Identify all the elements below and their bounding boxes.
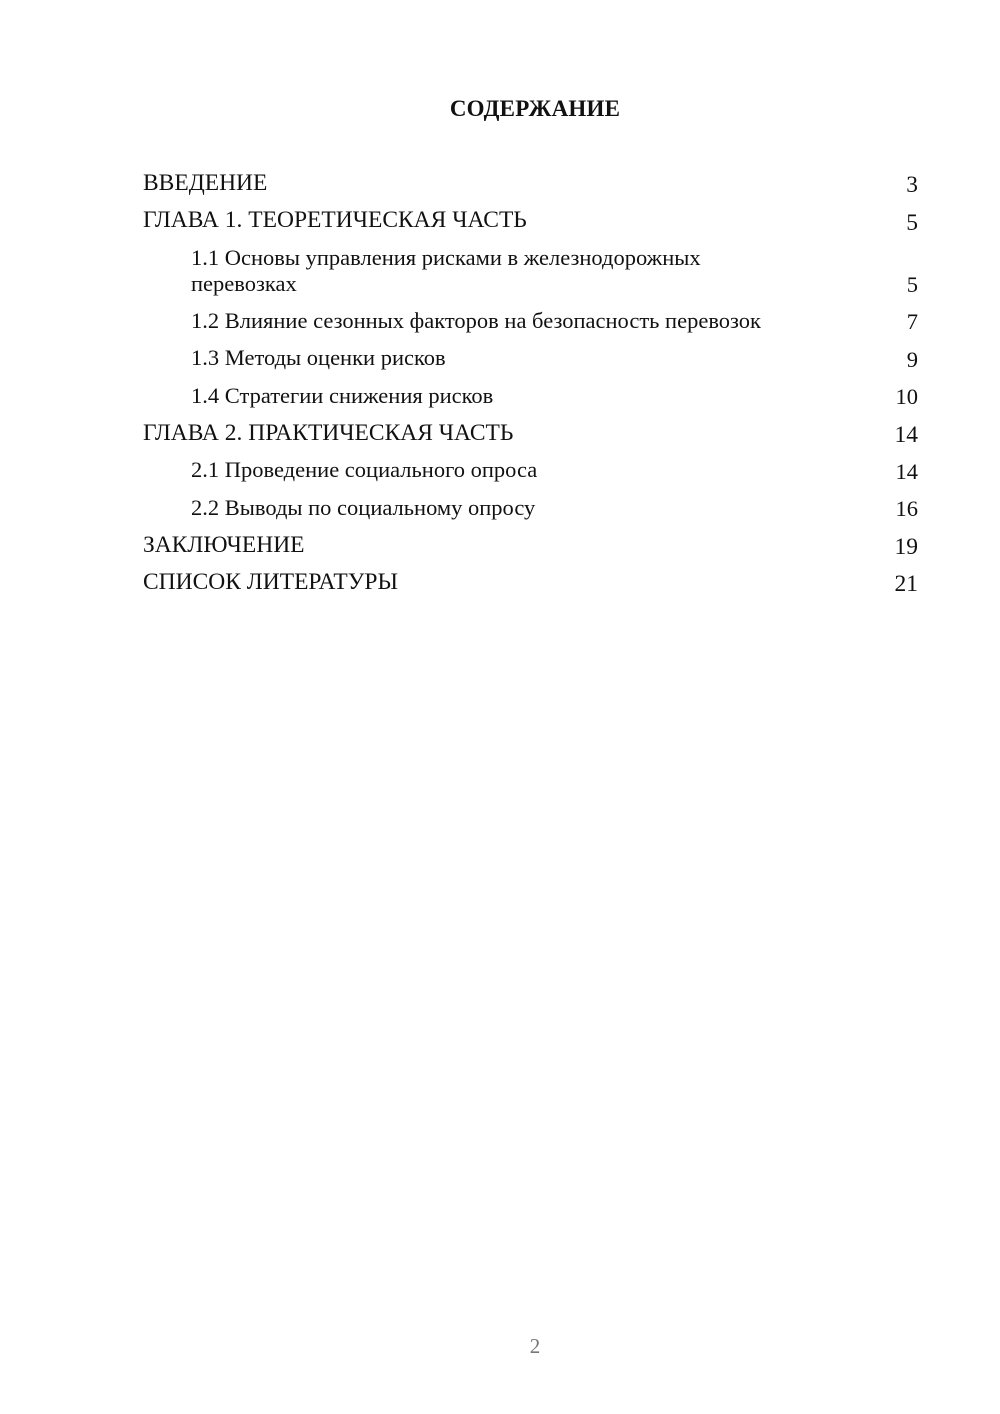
toc-entry-section-1-3[interactable] bbox=[143, 343, 918, 380]
toc-entry-label: 1.3 Методы оценки рисков bbox=[191, 345, 446, 371]
toc-entry-label: ГЛАВА 2. ПРАКТИЧЕСКАЯ ЧАСТЬ bbox=[143, 419, 514, 446]
toc-entry-section-2-1[interactable] bbox=[143, 455, 918, 492]
toc-entry-page: 14 bbox=[895, 458, 918, 484]
toc-entry-chapter-2[interactable] bbox=[143, 418, 918, 455]
toc-entry-page: 16 bbox=[895, 495, 918, 521]
toc-entry-page: 21 bbox=[894, 571, 918, 598]
toc-entry-chapter-1[interactable] bbox=[143, 205, 918, 242]
toc-entry-label: ЗАКЛЮЧЕНИЕ bbox=[143, 531, 305, 558]
toc-entry-section-2-2[interactable] bbox=[143, 493, 918, 530]
table-of-contents bbox=[143, 168, 918, 604]
page-number: 2 bbox=[529, 1334, 541, 1358]
toc-entry-references[interactable] bbox=[143, 567, 918, 604]
toc-entry-page: 9 bbox=[906, 346, 918, 372]
toc-entry-page: 14 bbox=[894, 422, 918, 449]
toc-entry-label: ГЛАВА 1. ТЕОРЕТИЧЕСКАЯ ЧАСТЬ bbox=[143, 207, 527, 234]
toc-entry-page: 5 bbox=[906, 209, 918, 236]
toc-entry-page: 7 bbox=[906, 309, 918, 335]
toc-entry-label: 1.2 Влияние сезонных факторов на безопасность перевозок bbox=[191, 308, 761, 334]
page-title: СОДЕРЖАНИЕ bbox=[449, 96, 621, 121]
toc-entry-page: 5 bbox=[906, 272, 918, 298]
toc-entry-label: 1.1 Основы управления рисками в железнодорожных перевозках bbox=[191, 244, 701, 297]
toc-entry-introduction[interactable] bbox=[143, 168, 918, 205]
toc-entry-section-1-1[interactable] bbox=[143, 243, 918, 307]
toc-entry-label: 2.1 Проведение социального опроса bbox=[191, 457, 538, 483]
toc-entry-page: 19 bbox=[894, 534, 918, 561]
toc-entry-section-1-2[interactable] bbox=[143, 306, 918, 343]
toc-entry-label: 2.2 Выводы по социальному опросу bbox=[191, 494, 536, 520]
toc-entry-section-1-4[interactable] bbox=[143, 381, 918, 418]
toc-entry-label: ВВЕДЕНИЕ bbox=[143, 170, 268, 196]
toc-entry-page: 3 bbox=[906, 172, 918, 199]
toc-entry-label: СПИСОК ЛИТЕРАТУРЫ bbox=[143, 569, 398, 596]
toc-entry-page: 10 bbox=[895, 383, 918, 409]
toc-entry-conclusion[interactable] bbox=[143, 530, 918, 567]
toc-entry-label: 1.4 Стратегии снижения рисков bbox=[191, 382, 494, 408]
